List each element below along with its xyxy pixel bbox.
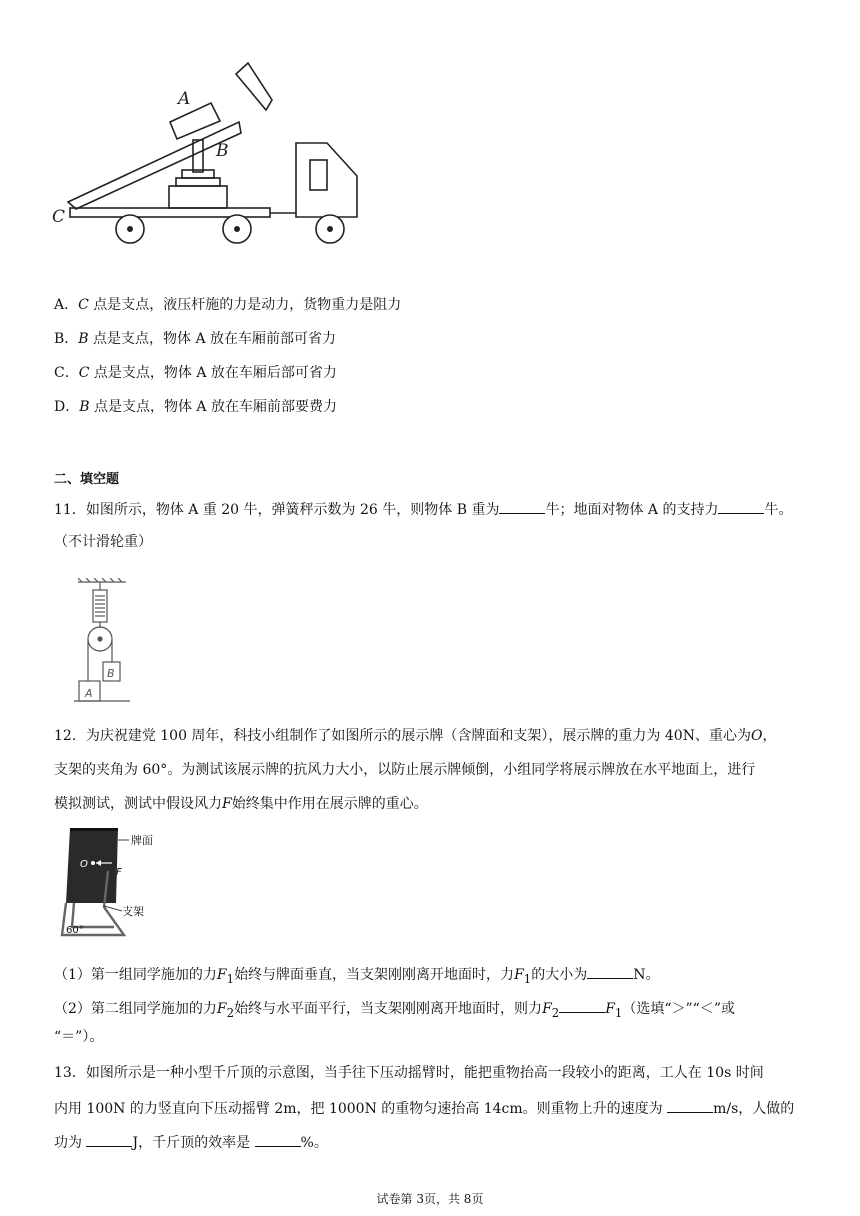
q13-line2: 内用 100N 的力竖直向下压动摇臂 2m，把 1000N 的重物匀速抬高 14cm。则重物上升的速度为 m/s，人做的: [54, 1097, 794, 1119]
q12-blank-1[interactable]: [587, 963, 633, 979]
q12-sub1: （1）第一组同学施加的力$F_1$始终与牌面垂直，当支架刚刚离开地面时，力$F_1$的大小为 N。: [54, 963, 659, 989]
option-d: D．B 点是支点，物体 A 放在车厢前部要费力: [54, 399, 337, 415]
q11-line1: 11．如图所示，物体 A 重 20 牛，弹簧秤示数为 26 牛，则物体 B 重为 牛；地面对物体 A 的支持力 牛。: [54, 498, 792, 520]
q11-line2: （不计滑轮重）: [54, 534, 152, 550]
q12-sub2: （2）第二组同学施加的力$F_2$始终与水平面平行，当支架刚刚离开地面时，则力$F_2$ $F_1$（选填“＞”“＜”或: [54, 997, 735, 1023]
board-label-o: O: [80, 859, 88, 870]
truck-lever-figure: [50, 56, 370, 252]
option-c: C．C 点是支点，物体 A 放在车厢后部可省力: [54, 365, 337, 381]
board-label-angle: 60°: [66, 925, 84, 936]
q13-blank-1[interactable]: [667, 1097, 713, 1113]
q12-line3: 模拟测试，测试中假设风力F始终集中作用在展示牌的重心。: [54, 796, 428, 812]
section-title: 二、填空题: [54, 472, 120, 487]
q13-blank-3[interactable]: [255, 1131, 301, 1147]
q12-line2: 支架的夹角为 60°。为测试该展示牌的抗风力大小，以防止展示牌倾倒，小组同学将展示牌放在水平地面上，进行: [54, 762, 756, 778]
board-label-f: F: [116, 867, 122, 878]
board-label-face: 牌面: [131, 834, 153, 847]
label-b: B: [216, 141, 229, 161]
option-a: A．C 点是支点，液压杆施的力是动力，货物重力是阻力: [54, 297, 402, 313]
option-b: B．B 点是支点，物体 A 放在车厢前部可省力: [54, 331, 337, 347]
page-footer: 试卷第 3页，共 8页: [376, 1192, 484, 1206]
q11-blank-2[interactable]: [718, 498, 764, 514]
q12-blank-2[interactable]: [559, 997, 605, 1013]
q11-blank-1[interactable]: [499, 498, 545, 514]
label-c: C: [52, 207, 66, 227]
pulley-label-a: A: [85, 687, 93, 700]
q13-line1: 13．如图所示是一种小型千斤顶的示意图，当手往下压动摇臂时，能把重物抬高一段较小的距离，工人在 10s 时间: [54, 1065, 764, 1081]
pulley-label-b: B: [107, 667, 115, 680]
q13-blank-2[interactable]: [86, 1131, 132, 1147]
q12-sub2-cont: “＝”）。: [54, 1029, 104, 1045]
board-label-stand: 支架: [122, 905, 144, 918]
label-a: A: [178, 89, 191, 109]
display-board-figure: [56, 823, 176, 945]
pulley-figure: [74, 578, 130, 708]
q13-line3: 功为 J，千斤顶的效率是 %。: [54, 1131, 328, 1153]
q12-line1: 12．为庆祝建党 100 周年，科技小组制作了如图所示的展示牌（含牌面和支架），展示牌的重力为 40N、重心为O，: [54, 728, 777, 744]
